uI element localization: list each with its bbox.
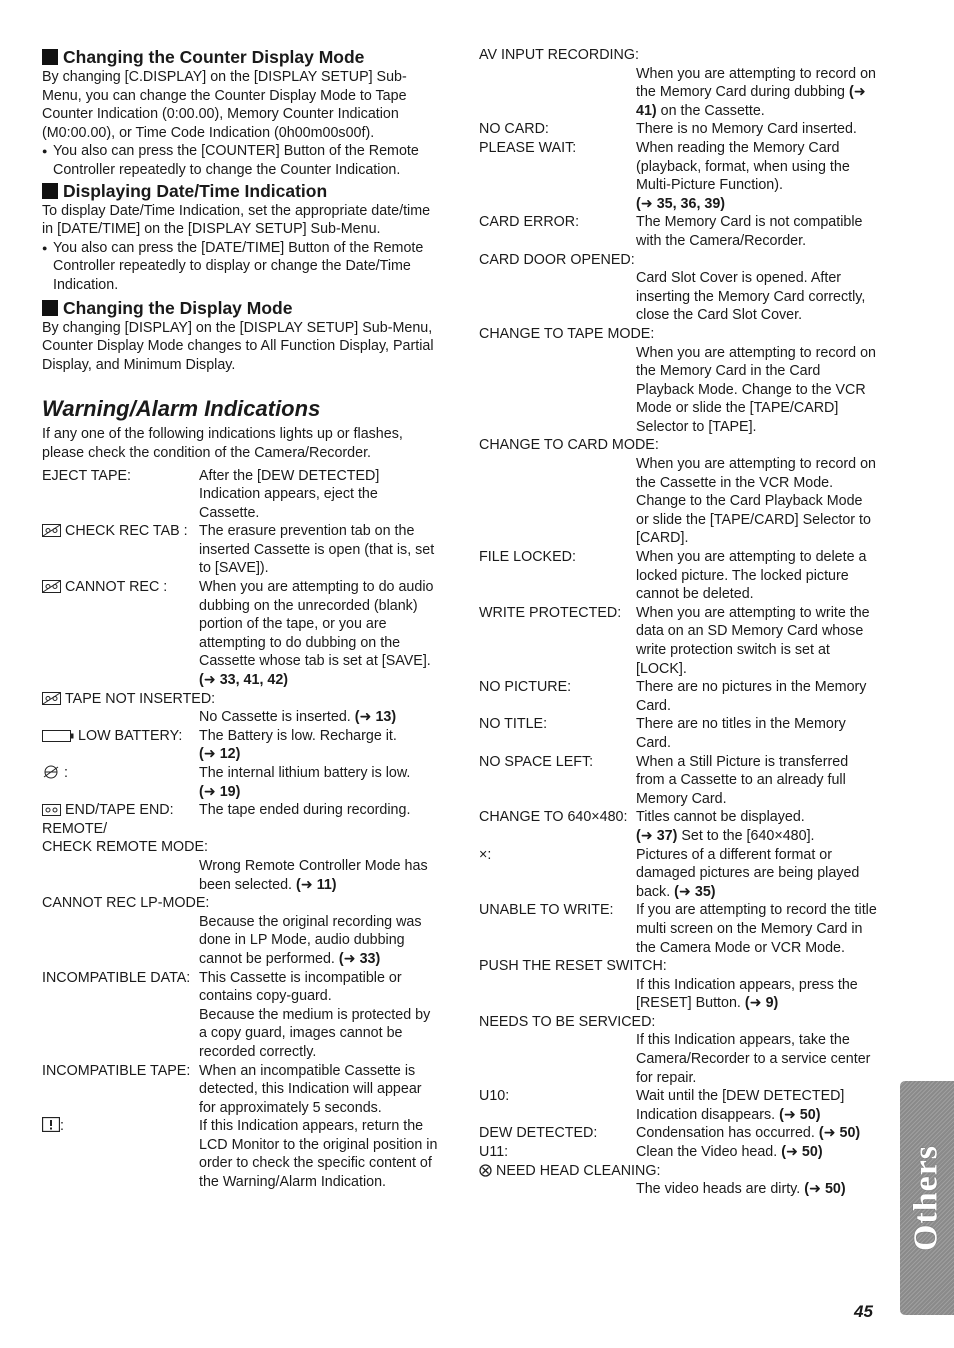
indication-head-cleaning: NEED HEAD CLEANING: The video heads are dirty. (➜ 50) bbox=[479, 1162, 879, 1199]
indication-u11: U11: Clean the Video head. (➜ 50) bbox=[479, 1144, 823, 1161]
indication-write-protected: WRITE PROTECTED: When you are attempting to write the data on an SD Memory Card whose write protection switch is set at [LOCK]. bbox=[479, 604, 870, 677]
indication-incompatible-tape: INCOMPATIBLE TAPE: When an incompatible Cassette is detected, this Indication will appear for approximately 5 seconds. bbox=[42, 1062, 422, 1116]
indication-needs-service: NEEDS TO BE SERVICED: If this Indication appears, take the Camera/Recorder to a service center for repair. bbox=[479, 1013, 871, 1086]
section-heading-display: Changing the Display Mode bbox=[42, 297, 442, 319]
section-tab-others bbox=[900, 1081, 954, 1315]
indication-cross: ×: Pictures of a different format or damaged pictures are being played back. (➜ 35) bbox=[479, 846, 860, 900]
indication-card-door: CARD DOOR OPENED: Card Slot Cover is opened. After inserting the Memory Card correctly, close the Card Slot Cover. bbox=[479, 251, 866, 324]
indication-change-tape-mode: CHANGE TO TAPE MODE: When you are attempting to record on the Memory Card in the Card Playback Mode. Change to the VCR Mode or slide the [TAPE/CARD] Selector to [TAPE]. bbox=[479, 325, 877, 435]
indication-cannot-rec-lp: CANNOT REC LP-MODE: Because the original recording was done in LP Mode, audio dubbing cannot be performed. (➜ 33) bbox=[42, 895, 422, 967]
indication-exclamation: : If this Indication appears, return the LCD Monitor to the original position in order to check the specific content of the Warning/Alarm Indication. bbox=[42, 1117, 442, 1191]
square-bullet-icon bbox=[42, 183, 58, 199]
indication-no-picture: NO PICTURE: There are no pictures in the Memory Card. bbox=[479, 679, 867, 714]
page-number: 45 bbox=[854, 1302, 873, 1321]
indication-no-card: NO CARD: There is no Memory Card inserted. bbox=[479, 121, 857, 138]
section-heading-counter: Changing the Counter Display Mode bbox=[42, 46, 442, 68]
indication-reset-switch: PUSH THE RESET SWITCH: If this Indication appears, press the [RESET] Button. (➜ 9) bbox=[479, 958, 858, 1012]
indication-dew-detected: DEW DETECTED: Condensation has occurred. (➜ 50) bbox=[479, 1125, 861, 1142]
indication-unable-to-write: UNABLE TO WRITE: If you are attempting to record the title multi screen on the Memory Card in the Camera Mode or VCR Mode. bbox=[479, 902, 877, 956]
indication-check-rec-tab: CHECK REC TAB : The erasure prevention tab on the inserted Cassette is open (that is, set to [SAVE]). bbox=[42, 522, 442, 578]
indication-change-card-mode: CHANGE TO CARD MODE: When you are attempting to record on the Cassette in the VCR Mode. Change to the Card Playback Mode or slide the [TAPE/CARD] Selector to [CARD]. bbox=[479, 437, 877, 547]
section-heading-datetime: Displaying Date/Time Indication bbox=[42, 180, 442, 202]
square-bullet-icon bbox=[42, 49, 58, 65]
battery-icon bbox=[42, 730, 74, 742]
section-tab-label: Others bbox=[907, 1144, 945, 1252]
indication-low-battery: LOW BATTERY: The Battery is low. Recharge it. (➜ 12) bbox=[42, 727, 442, 764]
indication-tape-not-inserted: TAPE NOT INSERTED: No Cassette is inserted. (➜ 13) bbox=[42, 690, 442, 727]
head-cleaning-icon bbox=[479, 1164, 492, 1177]
indication-file-locked: FILE LOCKED: When you are attempting to delete a locked picture. The locked picture cannot be deleted. bbox=[479, 549, 867, 603]
indication-u10: U10: Wait until the [DEW DETECTED] Indication disappears. (➜ 50) bbox=[479, 1088, 845, 1123]
square-bullet-icon bbox=[42, 300, 58, 316]
tape-end-icon bbox=[42, 804, 61, 816]
indication-cannot-rec: CANNOT REC : When you are attempting to do audio dubbing on the unrecorded (blank) portion of the tape, or you are attempting to do dubbing on the Cassette whose tab is set at [SAVE]. (➜ 33, 41, 42) bbox=[42, 578, 442, 690]
indication-incompatible-data: INCOMPATIBLE DATA: This Cassette is incompatible or contains copy-guard. Because the medium is protected by a copy guard, images cannot be recorded correctly. bbox=[42, 969, 431, 1060]
cassette-icon bbox=[42, 580, 61, 593]
indication-card-error: CARD ERROR: The Memory Card is not compatible with the Camera/Recorder. bbox=[479, 214, 863, 249]
cassette-icon bbox=[42, 524, 61, 537]
indication-lithium-battery: : The internal lithium battery is low. (➜ 19) bbox=[42, 764, 442, 801]
section-body-counter: By changing [C.DISPLAY] on the [DISPLAY SETUP] Sub-Menu, you can change the Counter Display Mode to Tape Counter Indication (0:00.00), Memory Counter Indication (M0:00.00), or Time Code Indication (0h00m00s00f). bbox=[42, 69, 407, 141]
section-body-datetime: To display Date/Time Indication, set the appropriate date/time in [DATE/TIME] on the [DISPLAY SETUP] Sub-Menu. bbox=[42, 202, 431, 238]
warning-title: Warning/Alarm Indications bbox=[42, 396, 321, 422]
indication-please-wait: PLEASE WAIT: When reading the Memory Card (playback, format, when using the Multi-Picture Function). (➜ 35, 36, 39) bbox=[479, 139, 850, 212]
indication-eject-tape: EJECT TAPE: After the [DEW DETECTED] Indication appears, eject the Cassette. bbox=[42, 467, 380, 521]
lithium-battery-icon bbox=[42, 765, 60, 779]
exclamation-box-icon bbox=[42, 1117, 60, 1132]
indication-no-space-left: NO SPACE LEFT: When a Still Picture is transferred from a Cassette to an already full Memory Card. bbox=[479, 753, 849, 807]
indication-change-640: CHANGE TO 640×480: Titles cannot be displayed. (➜ 37) Set to the [640×480]. bbox=[479, 809, 815, 844]
indication-av-input: AV INPUT RECORDING: When you are attempting to record on the Memory Card during dubbing (➜ 41) on the Cassette. bbox=[479, 47, 877, 119]
cassette-icon bbox=[42, 692, 61, 705]
indication-no-title: NO TITLE: There are no titles in the Memory Card. bbox=[479, 716, 846, 751]
indication-check-remote-mode: REMOTE/ CHECK REMOTE MODE: Wrong Remote Controller Mode has been selected. (➜ 11) bbox=[42, 820, 428, 893]
warning-intro: If any one of the following indications lights up or flashes, please check the condition of the Camera/Recorder. bbox=[42, 426, 403, 461]
bullet-datetime: ● You also can press the [DATE/TIME] Button of the Remote Controller repeatedly to display or change the Date/Time Indication. bbox=[42, 239, 442, 295]
right-column bbox=[479, 46, 879, 1199]
left-column bbox=[42, 46, 442, 1192]
bullet-counter: ● You also can press the [COUNTER] Button of the Remote Controller repeatedly to change the Counter Indication. bbox=[42, 142, 442, 179]
indication-end-tape: END/TAPE END: The tape ended during recording. bbox=[42, 801, 442, 820]
section-body-display: By changing [DISPLAY] on the [DISPLAY SETUP] Sub-Menu, Counter Display Mode changes to All Function Display, Partial Display, and Minimum Display. bbox=[42, 319, 434, 373]
